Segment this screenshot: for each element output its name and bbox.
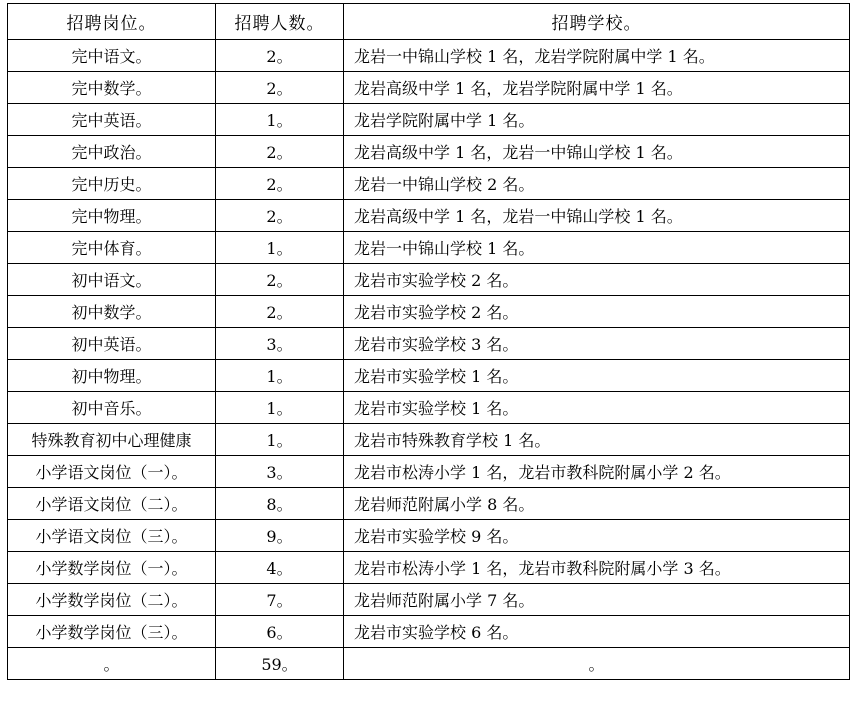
cell-post: 小学数学岗位（一）。 <box>8 552 216 584</box>
cell-number: 2。 <box>216 168 344 200</box>
column-header-post: 招聘岗位。 <box>8 4 216 40</box>
cell-school: 龙岩一中锦山学校 1 名。 <box>344 232 850 264</box>
table-row <box>8 392 850 424</box>
table-row <box>8 72 850 104</box>
cell-number: 2。 <box>216 264 344 296</box>
table-row <box>8 520 850 552</box>
cell-post: 完中数学。 <box>8 72 216 104</box>
table-row <box>8 424 850 456</box>
cell-school: 龙岩市特殊教育学校 1 名。 <box>344 424 850 456</box>
cell-school: 龙岩高级中学 1 名，龙岩一中锦山学校 1 名。 <box>344 136 850 168</box>
cell-number: 3。 <box>216 328 344 360</box>
table-row <box>8 40 850 72</box>
cell-number: 1。 <box>216 424 344 456</box>
table-row <box>8 264 850 296</box>
cell-school: 龙岩市实验学校 2 名。 <box>344 296 850 328</box>
cell-school: 龙岩学院附属中学 1 名。 <box>344 104 850 136</box>
cell-school: 龙岩一中锦山学校 2 名。 <box>344 168 850 200</box>
cell-number: 2。 <box>216 40 344 72</box>
cell-number: 3。 <box>216 456 344 488</box>
cell-number: 2。 <box>216 72 344 104</box>
cell-number: 2。 <box>216 200 344 232</box>
cell-post: 小学语文岗位（一）。 <box>8 456 216 488</box>
table-row <box>8 584 850 616</box>
cell-school: 龙岩市实验学校 9 名。 <box>344 520 850 552</box>
cell-post: 小学语文岗位（二）。 <box>8 488 216 520</box>
cell-post: 完中政治。 <box>8 136 216 168</box>
cell-post: 初中语文。 <box>8 264 216 296</box>
table-row <box>8 328 850 360</box>
cell-number: 8。 <box>216 488 344 520</box>
cell-post: 初中音乐。 <box>8 392 216 424</box>
cell-number-total: 59。 <box>216 648 344 680</box>
column-header-school: 招聘学校。 <box>344 4 850 40</box>
cell-number: 1。 <box>216 232 344 264</box>
cell-post: 初中英语。 <box>8 328 216 360</box>
cell-post-total: 。 <box>8 648 216 680</box>
cell-number: 7。 <box>216 584 344 616</box>
cell-school: 龙岩师范附属小学 7 名。 <box>344 584 850 616</box>
table-row <box>8 488 850 520</box>
table-total-row <box>8 648 850 680</box>
cell-school: 龙岩市实验学校 1 名。 <box>344 392 850 424</box>
cell-school: 龙岩市实验学校 1 名。 <box>344 360 850 392</box>
cell-school: 龙岩高级中学 1 名，龙岩一中锦山学校 1 名。 <box>344 200 850 232</box>
cell-number: 4。 <box>216 552 344 584</box>
cell-number: 9。 <box>216 520 344 552</box>
column-header-number: 招聘人数。 <box>216 4 344 40</box>
table-row <box>8 616 850 648</box>
cell-post: 完中英语。 <box>8 104 216 136</box>
cell-school: 龙岩市松涛小学 1 名，龙岩市教科院附属小学 3 名。 <box>344 552 850 584</box>
cell-post: 完中语文。 <box>8 40 216 72</box>
table-row <box>8 552 850 584</box>
table-row <box>8 136 850 168</box>
cell-number: 2。 <box>216 296 344 328</box>
cell-post: 完中历史。 <box>8 168 216 200</box>
table-row <box>8 296 850 328</box>
cell-post: 完中体育。 <box>8 232 216 264</box>
table-row <box>8 360 850 392</box>
recruitment-table <box>7 3 850 680</box>
cell-number: 1。 <box>216 360 344 392</box>
cell-post: 完中物理。 <box>8 200 216 232</box>
cell-number: 1。 <box>216 392 344 424</box>
cell-school: 龙岩市实验学校 6 名。 <box>344 616 850 648</box>
table-row <box>8 104 850 136</box>
table-row <box>8 200 850 232</box>
table-row <box>8 168 850 200</box>
cell-school: 龙岩市松涛小学 1 名，龙岩市教科院附属小学 2 名。 <box>344 456 850 488</box>
cell-post: 初中数学。 <box>8 296 216 328</box>
cell-school: 龙岩一中锦山学校 1 名，龙岩学院附属中学 1 名。 <box>344 40 850 72</box>
cell-post: 小学数学岗位（三）。 <box>8 616 216 648</box>
cell-school: 龙岩师范附属小学 8 名。 <box>344 488 850 520</box>
cell-number: 1。 <box>216 104 344 136</box>
table-header-row <box>8 4 850 40</box>
cell-school: 龙岩市实验学校 2 名。 <box>344 264 850 296</box>
table-row <box>8 232 850 264</box>
cell-post: 小学语文岗位（三）。 <box>8 520 216 552</box>
cell-post: 初中物理。 <box>8 360 216 392</box>
cell-number: 2。 <box>216 136 344 168</box>
cell-school: 龙岩市实验学校 3 名。 <box>344 328 850 360</box>
cell-number: 6。 <box>216 616 344 648</box>
cell-post: 特殊教育初中心理健康 <box>8 424 216 456</box>
table-row <box>8 456 850 488</box>
cell-school-total: 。 <box>344 648 850 680</box>
cell-school: 龙岩高级中学 1 名，龙岩学院附属中学 1 名。 <box>344 72 850 104</box>
cell-post: 小学数学岗位（二）。 <box>8 584 216 616</box>
